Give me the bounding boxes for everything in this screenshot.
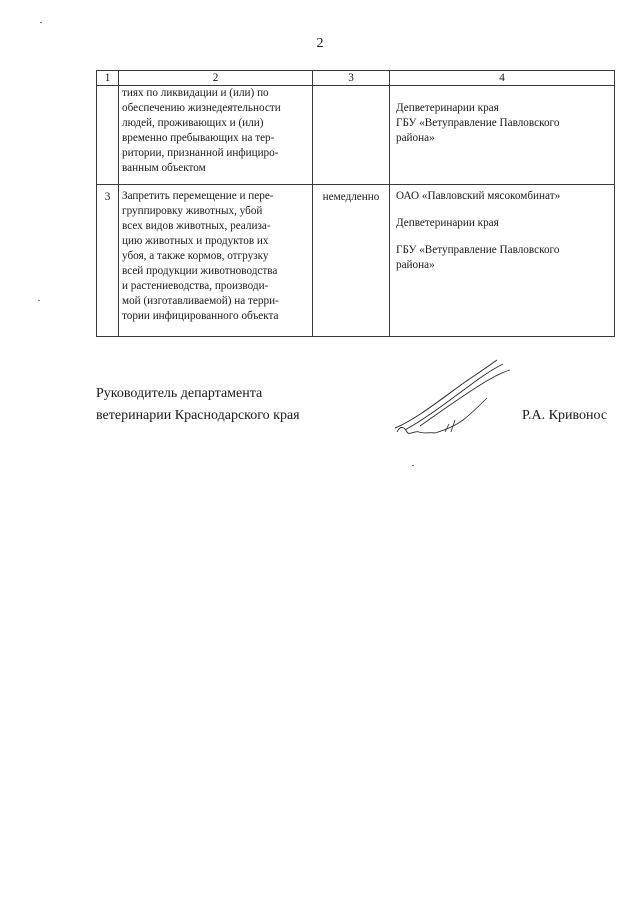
position-line-1: Руководитель департамента — [96, 386, 263, 401]
action-line: всех видов животных, реализа- — [122, 220, 271, 232]
handwritten-signature — [385, 350, 525, 450]
term-cell: немедленно — [313, 185, 390, 337]
responsible-cell — [390, 86, 615, 185]
action-line: мой (изготавливаемой) на терри- — [122, 295, 279, 307]
action-cell — [119, 86, 313, 185]
action-line: цию животных и продуктов их — [122, 235, 269, 247]
responsible-line: ГБУ «Ветуправление Павловского — [396, 244, 560, 256]
action-line: Запретить перемещение и пере- — [122, 190, 274, 202]
responsible-line: ГБУ «Ветуправление Павловского — [396, 117, 560, 129]
table-header-row — [97, 71, 615, 86]
term-cell — [313, 86, 390, 185]
action-line: тории инфицированного объекта — [122, 310, 279, 322]
action-line: тиях по ликвидации и (или) по — [122, 87, 269, 99]
table-row — [97, 185, 615, 337]
responsible-cell — [390, 185, 615, 337]
action-line: всей продукции животноводства — [122, 265, 278, 277]
column-header-1: 1 — [97, 71, 119, 86]
action-line: временно пребывающих на тер- — [122, 132, 275, 144]
responsible-line: района» — [396, 259, 435, 271]
action-line: ритории, признанной инфициро- — [122, 147, 279, 159]
signatory-position — [96, 383, 300, 427]
page-number: 2 — [316, 36, 324, 51]
action-line: убоя, а также кормов, отгрузку — [122, 250, 269, 262]
scan-speck — [412, 465, 414, 466]
action-line: и растениеводства, производи- — [122, 280, 269, 292]
measures-table — [96, 70, 615, 337]
responsible-line: Депветеринарии края — [396, 102, 499, 114]
scan-speck — [40, 22, 42, 23]
action-line: ванным объектом — [122, 162, 206, 174]
table-row — [97, 86, 615, 185]
responsible-line: Депветеринарии края — [396, 217, 499, 229]
column-header-2: 2 — [119, 71, 313, 86]
column-header-3: 3 — [313, 71, 390, 86]
responsible-line: района» — [396, 132, 435, 144]
position-line-2: ветеринарии Краснодарского края — [96, 408, 300, 423]
row-number-cell: 3 — [97, 185, 119, 337]
responsible-line: ОАО «Павловский мясокомбинат» — [396, 190, 561, 202]
scan-speck — [38, 300, 40, 301]
row-number-cell — [97, 86, 119, 185]
signatory-name: Р.А. Кривонос — [522, 408, 608, 423]
column-header-4: 4 — [390, 71, 615, 86]
action-line: людей, проживающих и (или) — [122, 117, 264, 129]
action-line: группировку животных, убой — [122, 205, 263, 217]
action-cell — [119, 185, 313, 337]
action-line: обеспечению жизнедеятельности — [122, 102, 281, 114]
